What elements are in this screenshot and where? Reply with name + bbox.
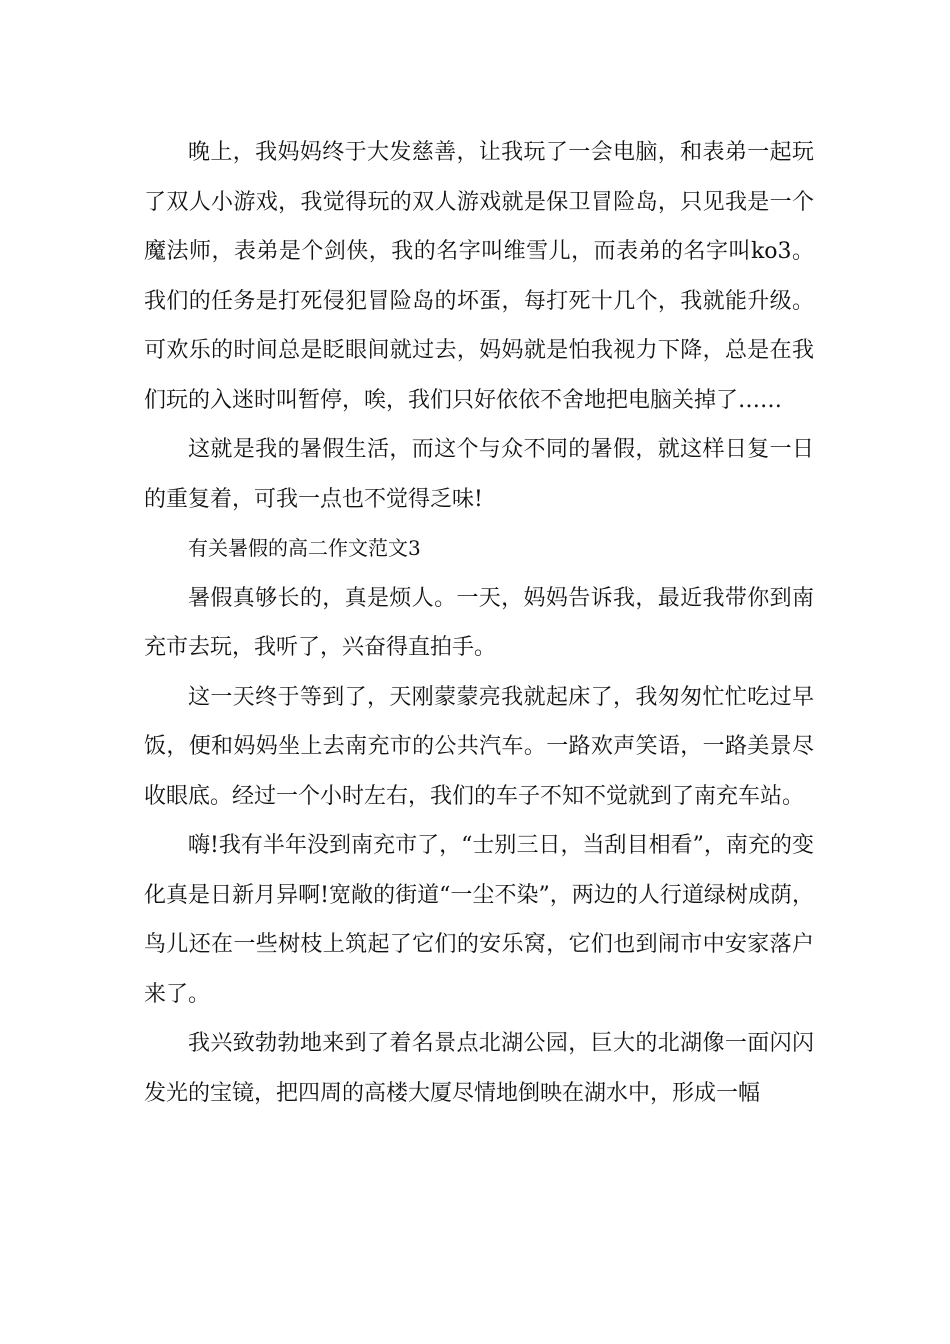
section-heading: 有关暑假的高二作文范文3: [188, 536, 421, 560]
paragraph-north-lake-park: 我兴致勃勃地来到了着名景点北湖公园，巨大的北湖像一面闪闪发光的宝镜，把四周的高楼大厦尽情地倒映在湖水中，形成一幅: [144, 1031, 814, 1106]
paragraph-summer-life: 这就是我的暑假生活，而这个与众不同的暑假，就这样日复一日的重复着，可我一点也不觉得乏味!: [144, 437, 814, 512]
paragraph-bus-trip: 这一天终于等到了，天刚蒙蒙亮我就起床了，我匆匆忙忙吃过早饭，便和妈妈坐上去南充市的公共汽车。一路欢声笑语，一路美景尽收眼底。经过一个小时左右，我们的车子不知不觉就到了南充车站。: [144, 684, 814, 809]
paragraph-nanchong-changes: 嗨!我有半年没到南充市了，“士别三日，当刮目相看”，南充的变化真是日新月异啊!宽敞的街道“一尘不染”，两边的人行道绿树成荫，鸟儿还在一些树枝上筑起了它们的安乐窝，它们也到闹市中安家落户来了。: [144, 833, 814, 1007]
document-body: [144, 128, 814, 1118]
paragraph-long-summer: 暑假真够长的，真是烦人。一天，妈妈告诉我，最近我带你到南充市去玩，我听了，兴奋得直拍手。: [144, 585, 814, 660]
paragraph-computer-game: 晚上，我妈妈终于大发慈善，让我玩了一会电脑，和表弟一起玩了双人小游戏，我觉得玩的双人游戏就是保卫冒险岛，只见我是一个魔法师，表弟是个剑侠，我的名字叫维雪儿，而表弟的名字叫ko3。我们的任务是打死侵犯冒险岛的坏蛋，每打死十几个，我就能升级。可欢乐的时间总是眨眼间就过去，妈妈就是怕我视力下降，总是在我们玩的入迷时叫暂停，唉，我们只好依依不舍地把电脑关掉了……: [144, 140, 814, 413]
